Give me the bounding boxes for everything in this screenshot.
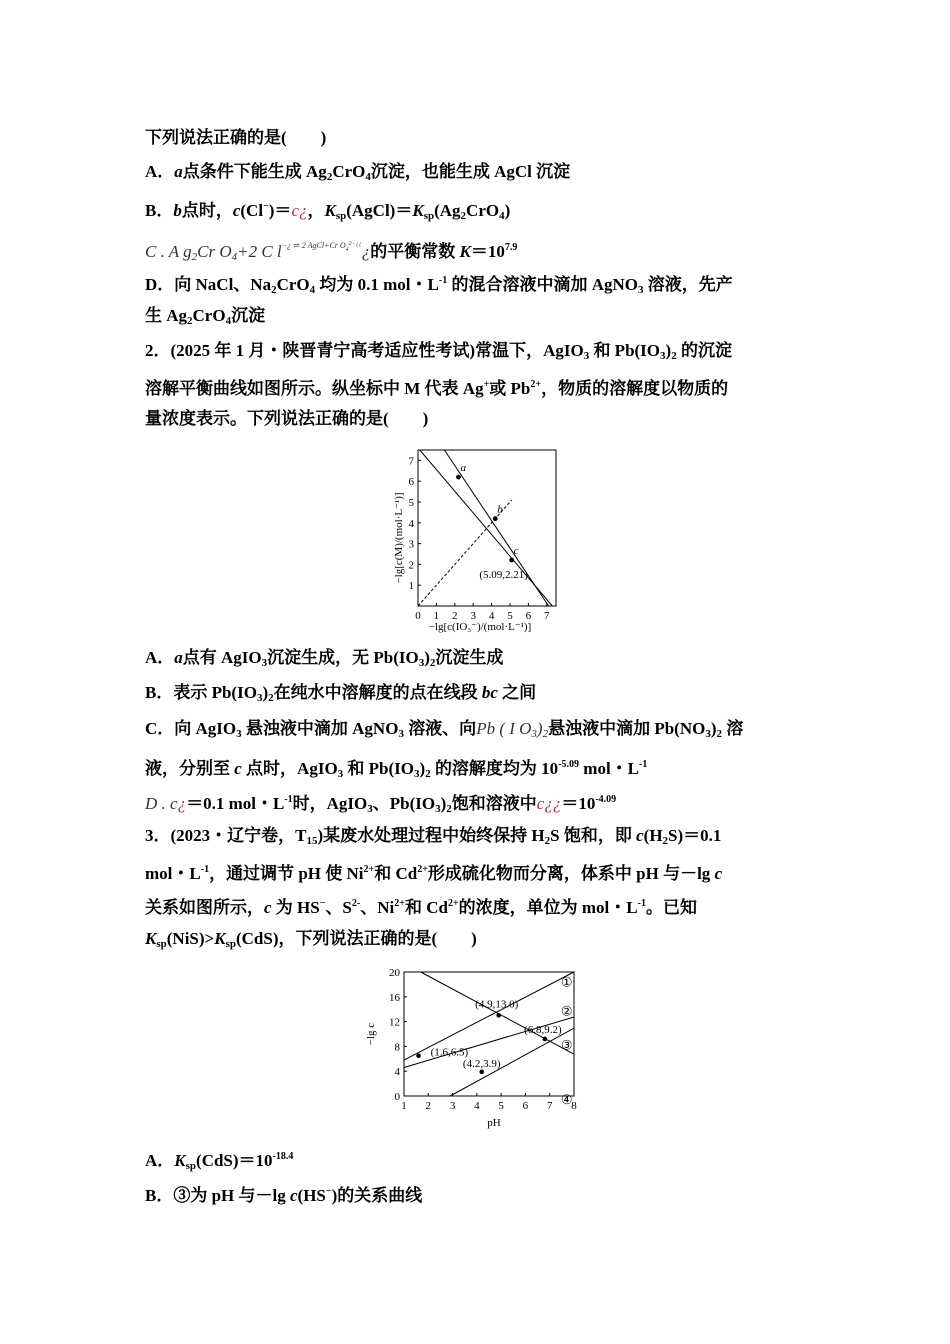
q3-point-label: (4.2,3.9) [462, 1057, 501, 1070]
q3-curve-label: ③ [560, 1037, 573, 1053]
q3-xtick-label: 4 [474, 1100, 480, 1112]
q2-ytick-label: 4 [408, 517, 414, 530]
q2-option-b: B．表示 $Pb(IO_3)_2$在纯水中溶解度的点在线段 bc 之间 [145, 683, 537, 704]
q2-chart [360, 440, 580, 640]
q3-chart [358, 962, 598, 1132]
q3-point-label: (6.8,9.2) [524, 1023, 562, 1036]
q1-option-a: A．a点条件下能生成 $Ag_2CrO_4$沉淀，也能生成 AgCl 沉淀 [145, 162, 571, 183]
q3-xtick-label: 3 [449, 1100, 456, 1112]
q2-point-a [456, 475, 461, 480]
q3-xtick-label: 2 [425, 1100, 432, 1112]
q2-point-c [509, 558, 514, 563]
q3-stem-line1: 3．(2023・辽宁卷，$T_{15}$)某废水处理过程中始终保持 $H_2S$ 饱和，即 $c(H_2S)=0.1$ [145, 826, 722, 847]
q3-point [479, 1070, 484, 1075]
q3-ylabel: −lg c [365, 1022, 377, 1046]
q2-point-label: b [497, 503, 503, 516]
q3-point-label: (4.9,13.0) [475, 998, 519, 1011]
q2-ytick-label: 2 [408, 559, 414, 572]
q3-xlabel: pH [487, 1117, 501, 1129]
q2-ytick-label: 3 [408, 538, 414, 551]
q2-annotation: (5.09,2.21) [479, 569, 528, 582]
q2-ytick-label: 5 [408, 497, 414, 509]
q2-stem-line2: 溶解平衡曲线如图所示。纵坐标中 M 代表 Ag+或 $Pb^{2+}$，物质的溶解度以物质的 [145, 379, 729, 398]
q3-ytick-label: 8 [394, 1041, 400, 1054]
q2-xtick-label: 5 [507, 610, 513, 622]
q3-ytick-label: 4 [394, 1066, 400, 1079]
q2-xtick-label: 2 [452, 610, 458, 622]
q2-option-c: C．向 AgIO$_3$ 悬浊液中滴加 AgNO$_3$ 溶液、向Pb ( I $O_3)_2$悬浊液中滴加 $Pb(NO_3)_2$ 溶 [145, 719, 744, 740]
q2-option-c-cont: 液，分别至 c 点时，AgIO$_3$ 和 $Pb(IO_3)_2$ 的溶解度均为 $10^{-5.09}$ mol・$L^{-1}$ [145, 759, 648, 780]
q1-option-d: D．向 NaCl、$Na_2CrO_4$ 均为 0.1 mol・$L^{-1}$ 的混合溶液中滴加 AgNO$_3$ 溶液，先产 [145, 275, 733, 296]
q3-point [543, 1037, 548, 1042]
q2-point-b [493, 516, 498, 521]
q2-xtick-label: 7 [544, 610, 550, 622]
q3-ytick-label: 16 [389, 991, 400, 1004]
q2-xtick-label: 4 [488, 610, 495, 622]
q2-ytick-label: 6 [408, 476, 414, 489]
q3-option-b: B．③为 pH 与－lg c(HS−)的关系曲线 [145, 1186, 423, 1205]
q3-xtick-label: 5 [498, 1100, 504, 1112]
q3-point [416, 1053, 421, 1058]
q2-point-label: a [460, 462, 466, 475]
q3-curve-label: ④ [560, 1092, 573, 1108]
q3-xtick-label: 7 [546, 1100, 553, 1112]
q2-stem-line1: 2．(2025 年 1 月・陕晋青宁高考适应性考试)常温下，AgIO$_3$ 和 $Pb(IO_3)_2$ 的沉淀 [145, 341, 732, 362]
q1-option-c: C . A $g_2Cr$ $O_4+2$ C $l^{-¿ \rightleftharpoons 2 AgCl+Cr O42-¿¿}¿$的平衡常数 $K=10^{7.9}$ [145, 241, 518, 263]
q3-curve-label: ① [560, 974, 573, 990]
q3-stem-line2: mol・$L^{-1}$，通过调节 pH 使 $Ni^{2+}$和 $Cd^{2+}$形成硫化物而分离，体系中 pH 与－lg c [145, 864, 723, 883]
q1-option-b: B．b点时，c(Cl−)＝c¿，$K_{sp}(AgCl)=K_{sp}(Ag_2CrO_4)$ [145, 201, 511, 222]
q2-ytick-label: 7 [408, 455, 414, 468]
q2-xtick-label: 3 [470, 610, 476, 622]
q3-xtick-label: 1 [401, 1100, 407, 1112]
q2-stem-line3: 量浓度表示。下列说法正确的是( ) [145, 409, 429, 428]
q2-series-line [418, 500, 512, 606]
q3-stem-line3: 关系如图所示，c 为 HS−、$S^{2-}$、$Ni^{2+}$和 $Cd^{2+}$的浓度，单位为 mol・$L^{-1}$。已知 [145, 898, 697, 917]
q3-xtick-label: 6 [522, 1100, 529, 1112]
q3-point-label: (1.6,6.5) [430, 1046, 469, 1059]
q1-option-d-cont: 生 $Ag_2CrO_4$沉淀 [145, 306, 266, 327]
q1-stem: 下列说法正确的是( ) [145, 128, 327, 147]
q2-ytick-label: 1 [408, 580, 414, 593]
q2-option-a: A．a点有 AgIO$_3$沉淀生成，无 $Pb(IO_3)_2$沉淀生成 [145, 648, 504, 669]
q3-option-a: A．$K_{sp}(CdS)=10^{-18.4}$ [145, 1151, 294, 1172]
q3-stem-line4: $K_{sp}(NiS)>K_{sp}(CdS)$，下列说法正确的是( ) [145, 929, 477, 950]
q3-point [496, 1013, 501, 1018]
q2-xtick-label: 0 [415, 610, 421, 622]
q2-option-d: D . c¿＝0.1 mol・$L^{-1}$时，AgIO$_3$、$Pb(IO_3)_2$饱和溶液中$c¿¿=10^{-4.09}$ [145, 794, 617, 815]
q3-xtick-label: 8 [571, 1100, 577, 1112]
q3-curve-label: ② [560, 1003, 573, 1019]
q3-ytick-label: 0 [394, 1091, 400, 1103]
q2-point-label: c [513, 545, 519, 558]
q2-ylabel: −lg[c(M)/(mol·L⁻¹)] [393, 492, 405, 584]
q2-xlabel: −lg[c(IO₃⁻)/(mol·L⁻¹)] [428, 621, 532, 633]
q3-ytick-label: 20 [389, 967, 400, 979]
q3-series-line [404, 972, 574, 1060]
q2-xtick-label: 1 [433, 610, 440, 622]
q2-xtick-label: 6 [525, 610, 532, 622]
q3-ytick-label: 12 [389, 1016, 400, 1029]
